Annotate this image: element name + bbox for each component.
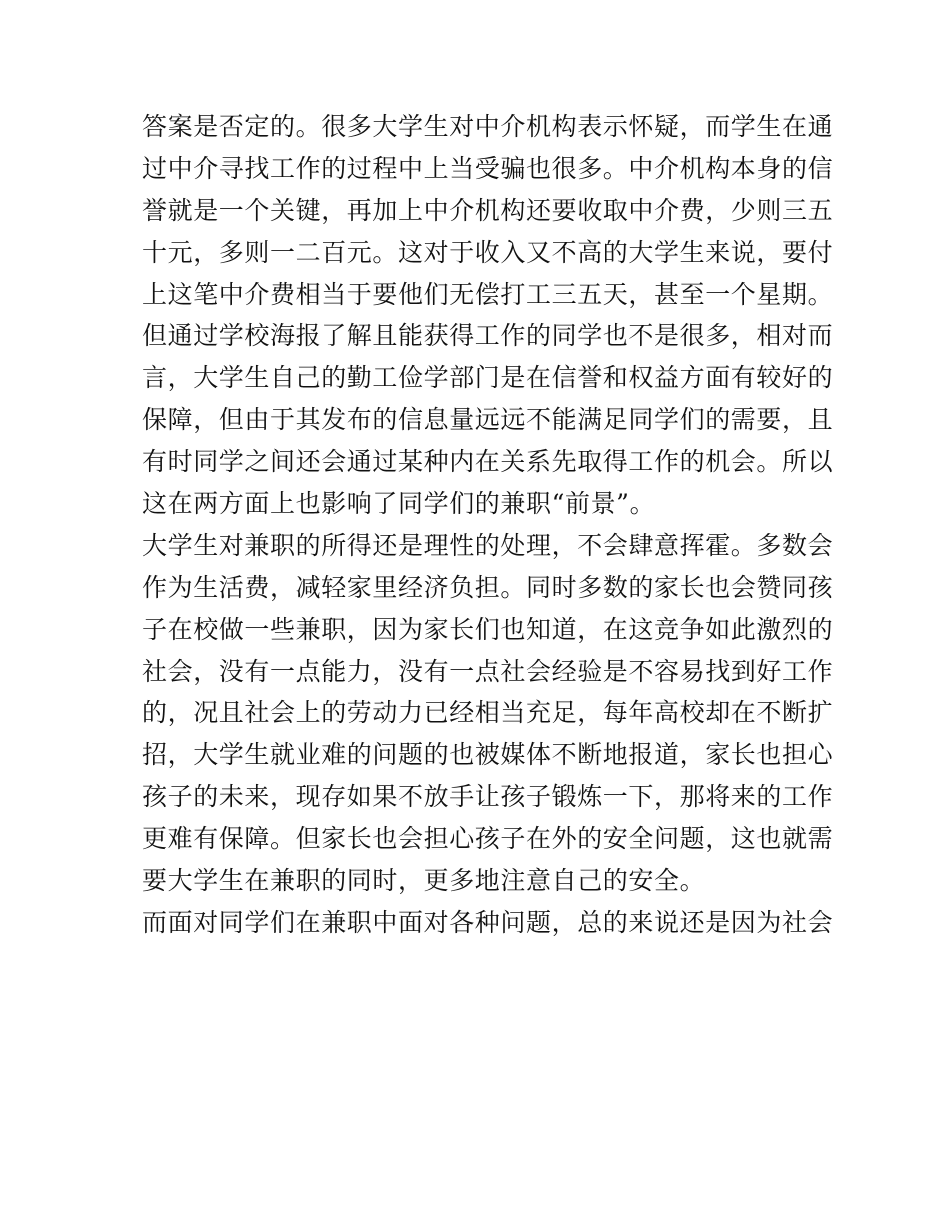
text-line: 孩子的未来，现存如果不放手让孩子锻炼一下，那将来的工作 <box>142 782 834 812</box>
text-line: 大学生对兼职的所得还是理性的处理，不会肆意挥霍。多数会 <box>142 530 834 560</box>
text-line: 有时同学之间还会通过某种内在关系先取得工作的机会。所以 <box>142 447 834 477</box>
text-line: 言，大学生自己的勤工俭学部门是在信誉和权益方面有较好的 <box>142 363 834 393</box>
text-line: 十元，多则一二百元。这对于收入又不高的大学生来说，要付 <box>142 237 834 267</box>
text-line: 更难有保障。但家长也会担心孩子在外的安全问题，这也就需 <box>142 824 834 854</box>
text-line: 子在校做一些兼职，因为家长们也知道，在这竞争如此激烈的 <box>142 614 834 644</box>
text-line: 的，况且社会上的劳动力已经相当充足，每年高校却在不断扩 <box>142 698 834 728</box>
text-line: 要大学生在兼职的同时，更多地注意自己的安全。 <box>142 866 706 896</box>
text-line: 保障，但由于其发布的信息量远远不能满足同学们的需要，且 <box>142 405 834 435</box>
text-line: 这在两方面上也影响了同学们的兼职“前景”。 <box>142 489 656 519</box>
text-line: 招，大学生就业难的问题的也被媒体不断地报道，家长也担心 <box>142 740 834 770</box>
text-line: 答案是否定的。很多大学生对中介机构表示怀疑，而学生在通 <box>142 112 834 141</box>
text-line: 誉就是一个关键，再加上中介机构还要收取中介费，少则三五 <box>142 195 834 225</box>
text-line: 作为生活费，减轻家里经济负担。同时多数的家长也会赞同孩 <box>142 572 834 602</box>
text-line: 过中介寻找工作的过程中上当受骗也很多。中介机构本身的信 <box>142 153 834 183</box>
text-line: 而面对同学们在兼职中面对各种问题，总的来说还是因为社会 <box>142 907 834 937</box>
body-text <box>142 106 834 944</box>
text-line: 社会，没有一点能力，没有一点社会经验是不容易找到好工作 <box>142 656 834 686</box>
text-line: 上这笔中介费相当于要他们无偿打工三五天，甚至一个星期。 <box>142 279 834 309</box>
text-line: 但通过学校海报了解且能获得工作的同学也不是很多，相对而 <box>142 321 834 351</box>
